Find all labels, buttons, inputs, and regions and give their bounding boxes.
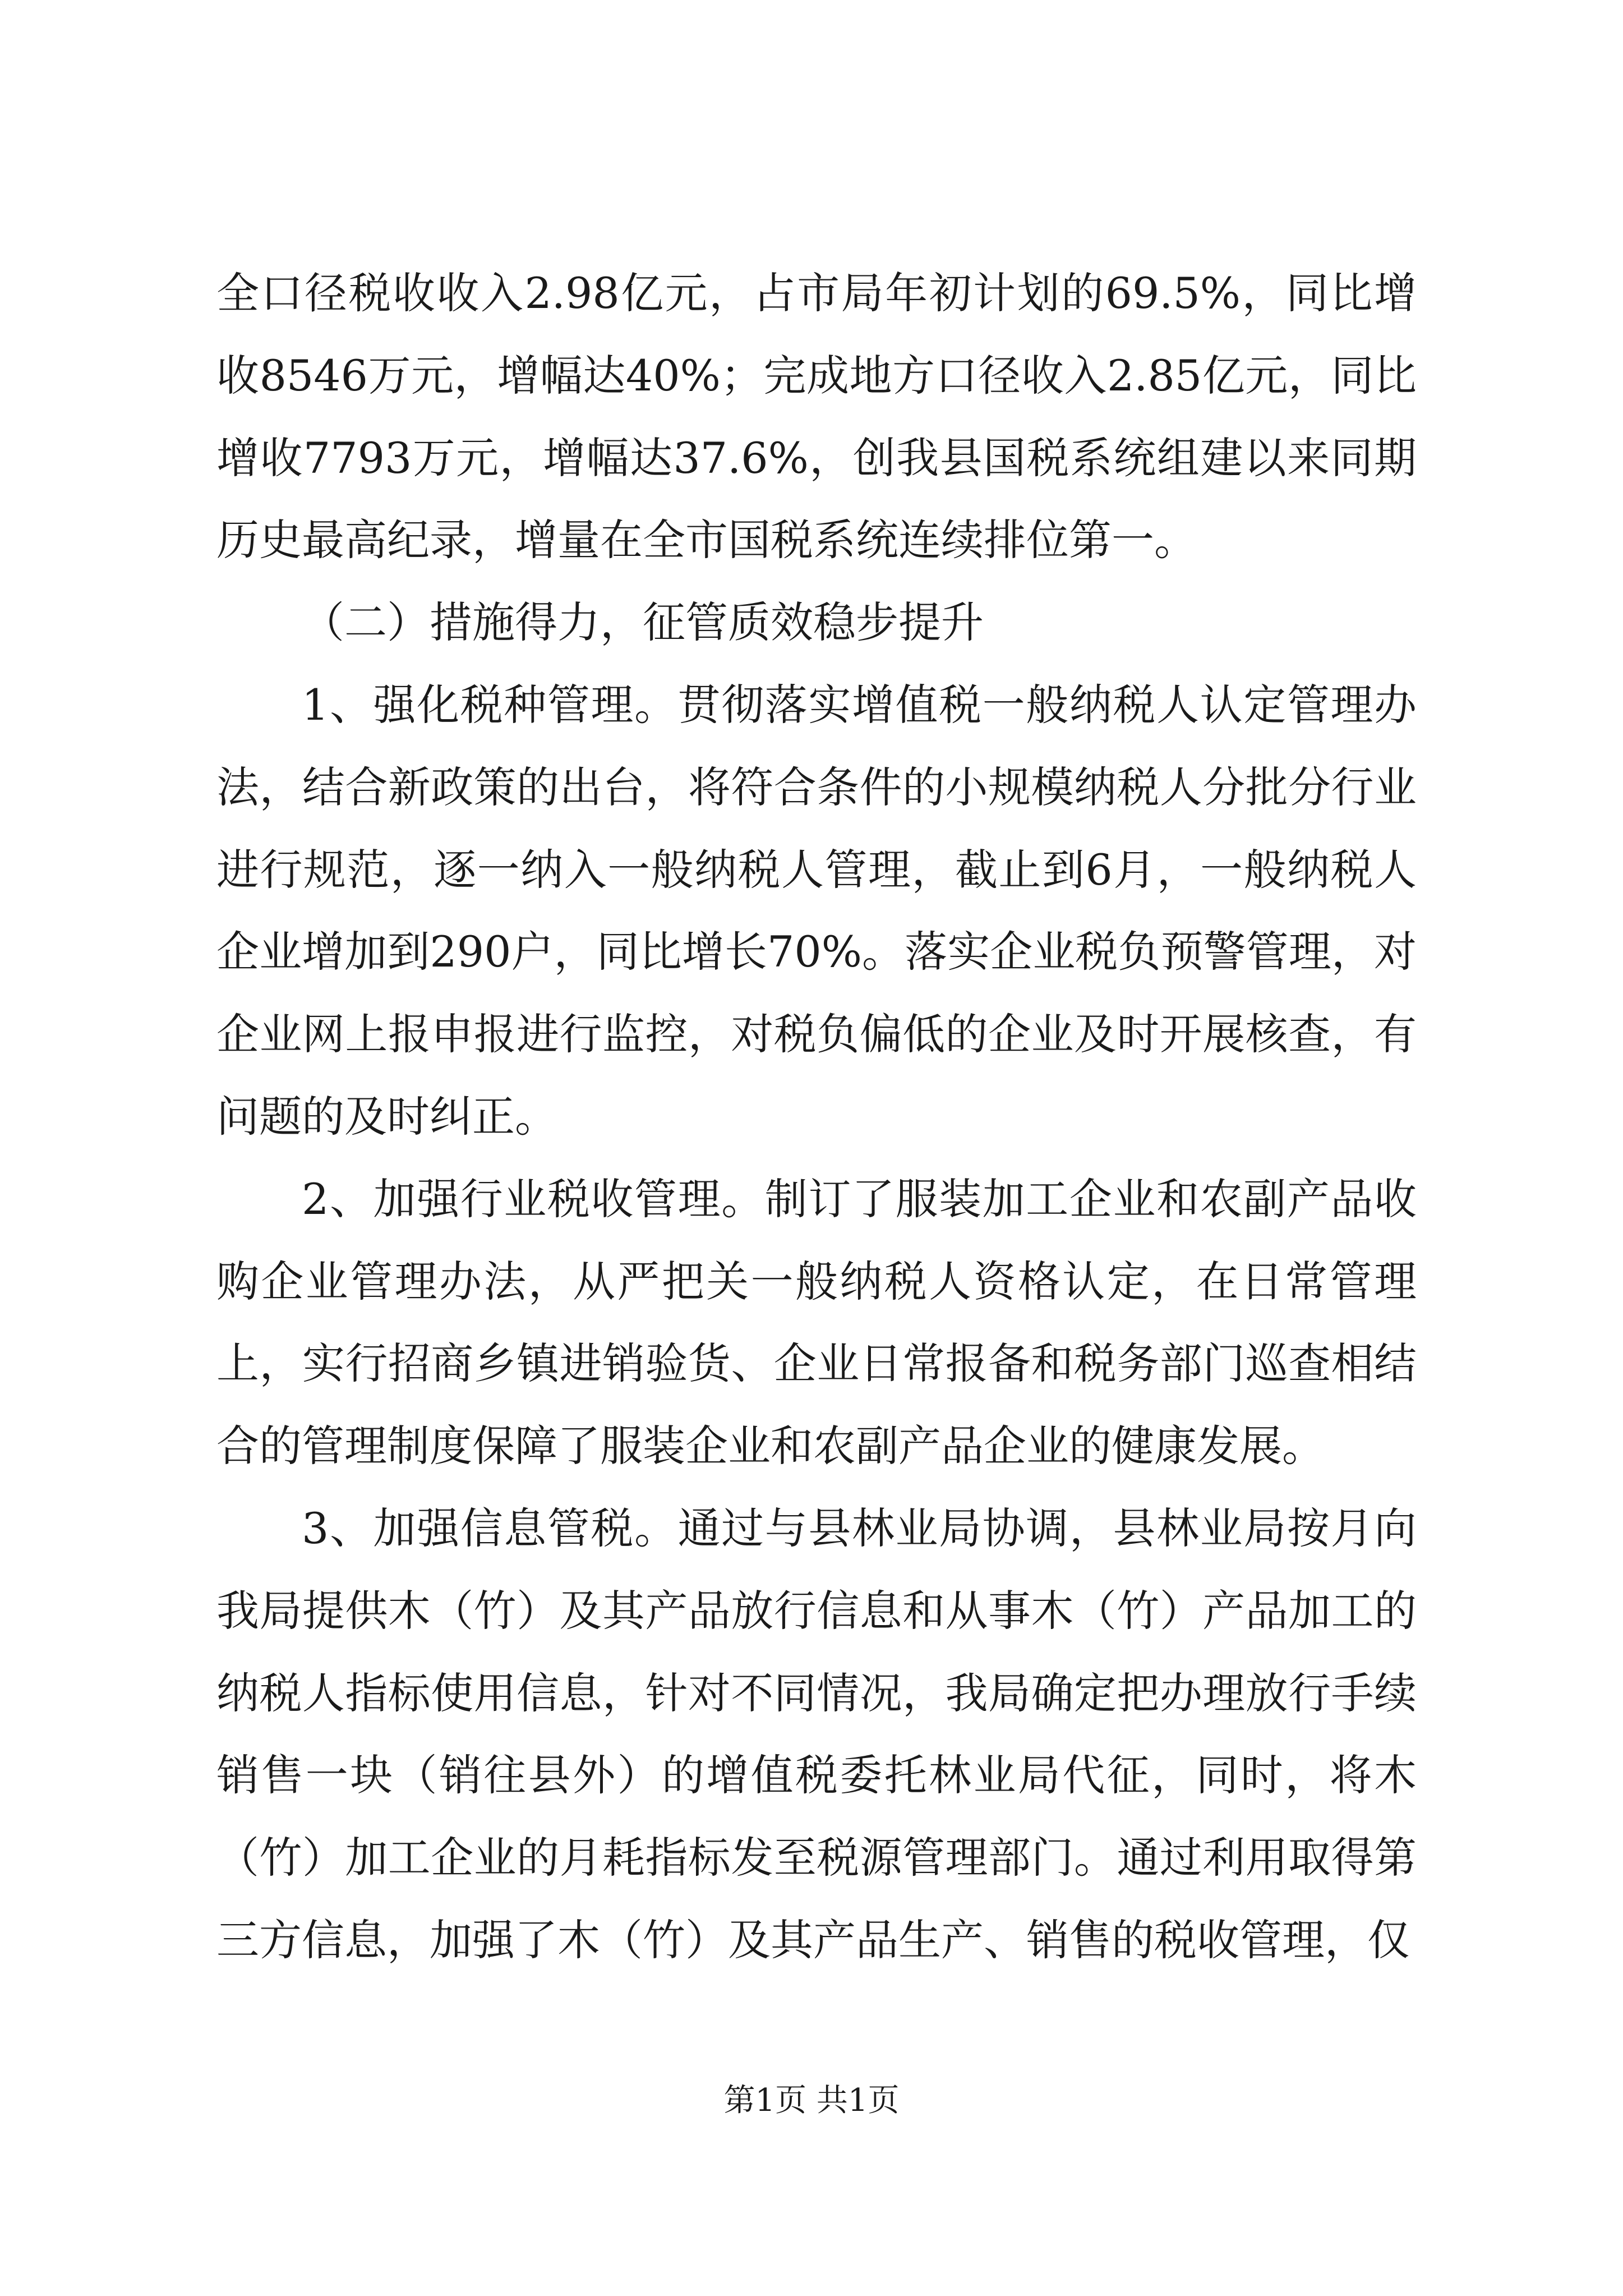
page-footer <box>0 2076 1623 2120</box>
paragraph-intro-continuation: 全口径税收收入2.98亿元，占市局年初计划的69.5%，同比增收8546万元，增幅达40%；完成地方口径收入2.85亿元，同比增收7793万元，增幅达37.6%，创我县国税系统组建以来同期历史最高纪录，增量在全市国税系统连续排位第一。 <box>216 268 1417 565</box>
document-body <box>216 252 1417 1982</box>
paragraph-item-3: 3、加强信息管税。通过与县林业局协调，县林业局按月向我局提供木（竹）及其产品放行信息和从事木（竹）产品加工的纳税人指标使用信息，针对不同情况，我局确定把办理放行手续销售一块（销往县外）的增值税委托林业局代征，同时，将木（竹）加工企业的月耗指标发至税源管理部门。通过利用取得第三方信息，加强了木（竹）及其产品生产、销售的税收管理，仅 <box>216 1503 1417 1965</box>
paragraph-item-1: 1、强化税种管理。贯彻落实增值税一般纳税人认定管理办法，结合新政策的出台，将符合条件的小规模纳税人分批分行业进行规范，逐一纳入一般纳税人管理，截止到6月，一般纳税人企业增加到290户，同比增长70%。落实企业税负预警管理，对企业网上报申报进行监控，对税负偏低的企业及时开展核查，有问题的及时纠正。 <box>216 679 1417 1142</box>
page-number-label: 第1页 共1页 <box>723 2082 900 2119</box>
section-heading: （二）措施得力，征管质效稳步提升 <box>302 597 984 648</box>
paragraph-item-2: 2、加强行业税收管理。制订了服装加工企业和农副产品收购企业管理办法，从严把关一般纳税人资格认定，在日常管理上，实行招商乡镇进销验货、企业日常报备和税务部门巡查相结合的管理制度保障了服装企业和农副产品企业的健康发展。 <box>216 1174 1417 1471</box>
